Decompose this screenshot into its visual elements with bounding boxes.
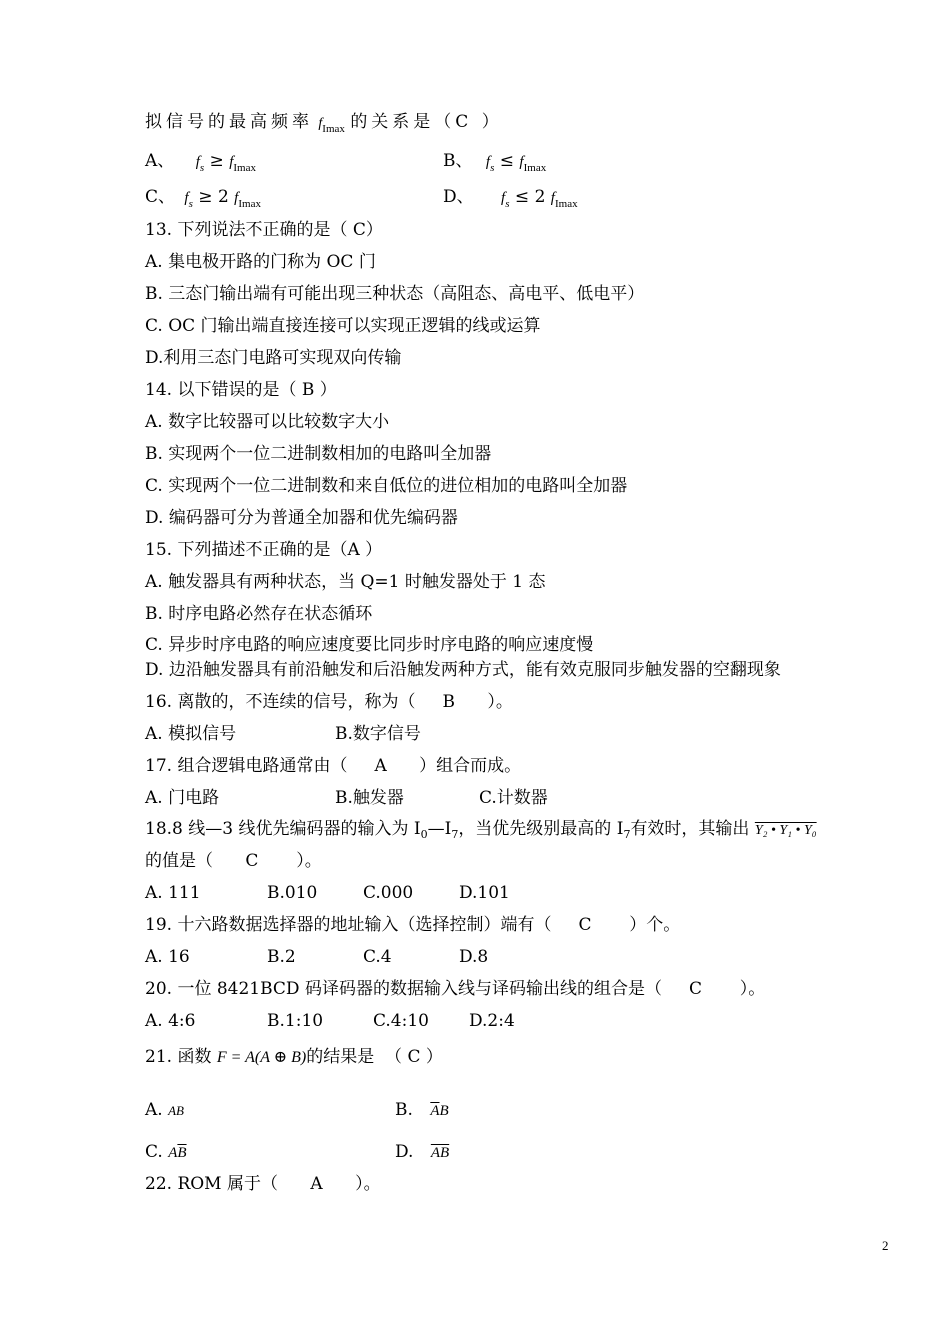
- q12-d-fmax: [550, 190, 578, 210]
- q12-d-coef: 2: [534, 187, 546, 207]
- q12-f: f: [318, 116, 323, 131]
- q21-expression: F = A(A ⊕ B): [216, 1049, 307, 1066]
- q17-option-b: B.触发器: [335, 788, 404, 808]
- q19-option-a: A. 16: [145, 947, 190, 967]
- q17-option-a: A. 门电路: [145, 788, 220, 808]
- q12-c-fs-sub: s: [188, 198, 193, 210]
- q12-a-f: f: [229, 154, 234, 170]
- page-number: 2: [882, 1238, 889, 1253]
- q21-b-abar: $\overline{A}$: [430, 1103, 440, 1119]
- q21-stem: [145, 1046, 443, 1069]
- q12-b-fmax: [519, 154, 547, 174]
- q12-stem-after: 的关系是（C ）: [350, 112, 503, 132]
- q12-option-b: [443, 150, 546, 174]
- q12-c-fs: f: [184, 190, 189, 206]
- q18-dash: —I: [427, 819, 452, 839]
- q12-d-rel: ≤: [514, 187, 530, 207]
- q12-a-f-sub: Imax: [233, 162, 256, 174]
- q12-d-label: D、: [443, 187, 474, 207]
- q18-stem: [145, 818, 817, 842]
- q19-stem: 19. 十六路数据选择器的地址输入（选择控制）端有（ C ）个。: [145, 915, 681, 935]
- q20-stem: 20. 一位 8421BCD 码译码器的数据输入线与译码输出线的组合是（ C ）。: [145, 979, 766, 999]
- q21-stem-a: 21. 函数: [145, 1047, 212, 1067]
- q12-b-expr: [485, 154, 495, 174]
- q15-stem: 15. 下列描述不正确的是（A ）: [145, 540, 383, 560]
- q18-output-expr: Y₂ • Y₁ • Y₀: [754, 823, 817, 838]
- q12-option-d: [443, 186, 578, 210]
- q12-b-label: B、: [443, 151, 473, 171]
- q12-c-f-sub: Imax: [238, 198, 261, 210]
- q17-option-c: C.计数器: [479, 788, 548, 808]
- q15-option-b: B. 时序电路必然存在状态循环: [145, 604, 373, 624]
- q21-d-bbar: $\overline{B}$: [440, 1145, 450, 1161]
- q14-option-c: C. 实现两个一位二进制数和来自低位的进位相加的电路叫全加器: [145, 476, 628, 496]
- q12-stem-text: 拟信号的最高频率: [145, 112, 313, 132]
- q12-c-expr: [184, 190, 193, 210]
- q15-option-c: C. 异步时序电路的响应速度要比同步时序电路的响应速度慢: [145, 635, 594, 655]
- q12-a-fmax: [229, 154, 256, 174]
- q21-d-abar: $\overline{A}$: [430, 1145, 441, 1161]
- q12-fmax-symbol: [318, 116, 345, 135]
- q12-a-fs-sub: s: [199, 162, 205, 174]
- q12-b-rel: ≤: [499, 151, 515, 171]
- q13-stem: 13. 下列说法不正确的是（ C）: [145, 220, 383, 240]
- q12-b-f-sub: Imax: [523, 162, 547, 174]
- q12-c-coef: 2: [217, 187, 229, 207]
- q14-option-d: D. 编码器可分为普通全加器和优先编码器: [145, 508, 458, 528]
- q21-stem-b: 的结果是 （ C ）: [306, 1047, 443, 1067]
- q21-option-a: [145, 1099, 184, 1122]
- q14-option-b: B. 实现两个一位二进制数相加的电路叫全加器: [145, 444, 492, 464]
- q18-stem-b: ，当优先级别最高的 I: [458, 819, 624, 839]
- q21-option-c: [145, 1141, 187, 1164]
- q12-b-fs: f: [485, 154, 491, 170]
- q18-option-c: C.000: [363, 883, 414, 903]
- q12-d-f-sub: Imax: [554, 198, 578, 210]
- q21-d-label: D.: [395, 1142, 414, 1162]
- q21-option-d: [395, 1141, 449, 1164]
- q19-option-b: B.2: [267, 947, 296, 967]
- q12-option-c: [145, 186, 261, 210]
- q12-c-fmax: [234, 190, 261, 210]
- q21-option-b: [395, 1099, 449, 1122]
- q12-b-fs-sub: s: [490, 162, 495, 174]
- q13-option-d: D.利用三态门电路可实现双向传输: [145, 348, 402, 368]
- q12-d-fs: f: [501, 190, 506, 206]
- q13-option-b: B. 三态门输出端有可能出现三种状态（高阻态、高电平、低电平）: [145, 284, 645, 304]
- q18-stem-c: 有效时，其输出: [630, 819, 750, 839]
- q21-c-bbar: $\overline{B}$: [177, 1145, 187, 1161]
- q12-a-rel: ≥: [209, 151, 224, 171]
- q18-option-a: A. 111: [145, 883, 201, 903]
- q12-f-sub: Imax: [322, 123, 345, 135]
- q18-stem2: 的值是（ C ）。: [145, 851, 322, 871]
- q17-stem: 17. 组合逻辑电路通常由（ A ）组合而成。: [145, 756, 522, 776]
- q15-option-d: D. 边沿触发器具有前沿触发和后沿触发两种方式，能有效克服同步触发器的空翻现象: [145, 660, 781, 680]
- q16-option-a: A. 模拟信号: [145, 724, 237, 744]
- q14-option-a: A. 数字比较器可以比较数字大小: [145, 412, 390, 432]
- q21-a-label: A.: [145, 1100, 163, 1120]
- q12-stem-line: [145, 111, 503, 135]
- q21-c-expr: $A\overline{B}$: [168, 1145, 187, 1161]
- q12-option-a: [145, 150, 256, 174]
- q22-stem: 22. ROM 属于（ A ）。: [145, 1174, 381, 1194]
- q12-c-f: f: [234, 190, 239, 206]
- q20-option-b: B.1:10: [267, 1011, 324, 1031]
- q12-a-fs: f: [195, 154, 200, 170]
- q13-option-c: C. OC 门输出端直接连接可以实现正逻辑的线或运算: [145, 316, 541, 336]
- q16-stem: 16. 离散的，不连续的信号，称为（ B ）。: [145, 692, 513, 712]
- q21-b-expr: $\overline{A}B$: [430, 1103, 449, 1119]
- q18-stem-a: 18.8 线—3 线优先编码器的输入为 I: [145, 819, 421, 839]
- q19-option-d: D.8: [459, 947, 489, 967]
- q12-c-label: C、: [145, 187, 176, 207]
- q13-option-a: A. 集电极开路的门称为 OC 门: [145, 252, 376, 272]
- q21-a-expr: AB: [168, 1103, 184, 1118]
- q12-d-fs-sub: s: [505, 198, 510, 210]
- q18-sub7: 7: [451, 828, 459, 841]
- q12-b-f: f: [519, 154, 524, 170]
- q12-a-label: A、: [145, 151, 175, 171]
- q16-option-b: B.数字信号: [335, 724, 421, 744]
- q20-option-c: C.4:10: [373, 1011, 429, 1031]
- q18-sub0: 0: [420, 828, 428, 841]
- q12-d-expr: [501, 190, 510, 210]
- q20-option-a: A. 4:6: [145, 1011, 196, 1031]
- q21-d-expr: [431, 1145, 449, 1161]
- q18-option-d: D.101: [459, 883, 510, 903]
- q12-a-expr: [195, 154, 205, 174]
- q12-c-rel: ≥: [198, 187, 213, 207]
- q14-stem: 14. 以下错误的是（ B ）: [145, 380, 337, 400]
- q15-option-a: A. 触发器具有两种状态，当 Q=1 时触发器处于 1 态: [145, 572, 546, 592]
- q18-option-b: B.010: [267, 883, 318, 903]
- q20-option-d: D.2:4: [469, 1011, 515, 1031]
- q19-option-c: C.4: [363, 947, 392, 967]
- q21-c-label: C.: [145, 1142, 163, 1162]
- q18-sub7b: 7: [623, 828, 631, 841]
- q21-b-label: B.: [395, 1100, 413, 1120]
- q12-d-f: f: [550, 190, 555, 206]
